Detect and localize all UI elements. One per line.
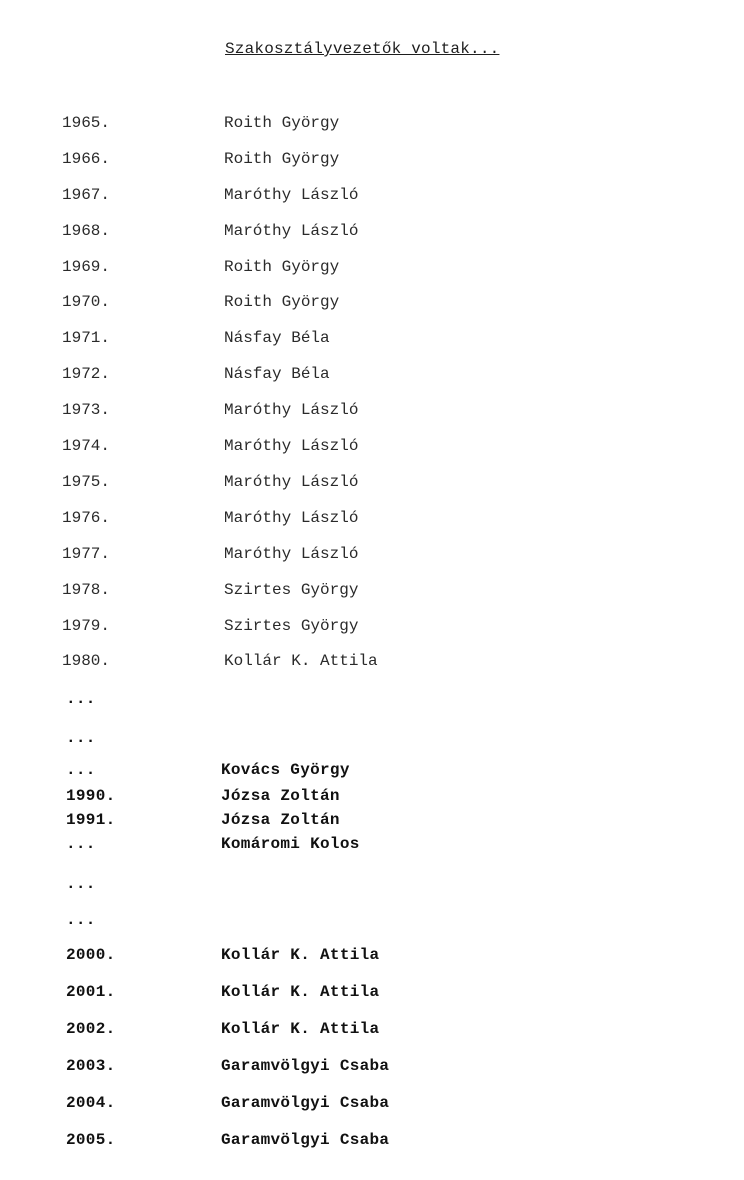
year-label: 2002. bbox=[66, 1020, 116, 1038]
year-label: 1965. bbox=[62, 114, 111, 132]
list-item bbox=[0, 761, 744, 783]
list-item bbox=[0, 222, 744, 244]
year-label: 1971. bbox=[62, 329, 111, 347]
year-label: 2000. bbox=[66, 946, 116, 964]
list-item bbox=[0, 983, 744, 1005]
leader-name: Maróthy László bbox=[224, 545, 359, 563]
leader-name: Garamvölgyi Csaba bbox=[221, 1057, 390, 1075]
leader-name: Józsa Zoltán bbox=[221, 787, 340, 805]
year-label: 1967. bbox=[62, 186, 111, 204]
list-item bbox=[0, 473, 744, 495]
list-item bbox=[0, 811, 744, 833]
year-label: ... bbox=[66, 690, 96, 708]
year-label: ... bbox=[66, 835, 96, 853]
leader-name: Roith György bbox=[224, 258, 340, 276]
leader-name: Maróthy László bbox=[224, 222, 359, 240]
year-label: 1975. bbox=[62, 473, 111, 491]
leader-name: Kollár K. Attila bbox=[221, 946, 380, 964]
year-label: ... bbox=[66, 911, 96, 929]
list-item bbox=[0, 690, 744, 712]
year-label: 1968. bbox=[62, 222, 111, 240]
leader-name: Garamvölgyi Csaba bbox=[221, 1094, 390, 1112]
year-label: ... bbox=[66, 875, 96, 893]
list-item bbox=[0, 1057, 744, 1079]
year-label: 1974. bbox=[62, 437, 111, 455]
year-label: 2001. bbox=[66, 983, 116, 1001]
year-label: 2003. bbox=[66, 1057, 116, 1075]
list-item bbox=[0, 581, 744, 603]
list-item bbox=[0, 1094, 744, 1116]
year-label: 1990. bbox=[66, 787, 116, 805]
list-item bbox=[0, 365, 744, 387]
year-label: 2004. bbox=[66, 1094, 116, 1112]
leader-name: Kollár K. Attila bbox=[224, 652, 378, 670]
leader-name: Kollár K. Attila bbox=[221, 983, 380, 1001]
leader-name: Szirtes György bbox=[224, 617, 359, 635]
leader-name: Roith György bbox=[224, 114, 340, 132]
list-item bbox=[0, 329, 744, 351]
leader-name: Roith György bbox=[224, 150, 340, 168]
year-label: ... bbox=[66, 729, 96, 747]
leader-name: Násfay Béla bbox=[224, 329, 330, 347]
leader-name: Násfay Béla bbox=[224, 365, 330, 383]
leader-name: Roith György bbox=[224, 293, 340, 311]
leader-name: Kovács György bbox=[221, 761, 350, 779]
list-item bbox=[0, 545, 744, 567]
list-item bbox=[0, 1131, 744, 1153]
leader-name: Maróthy László bbox=[224, 401, 359, 419]
year-label: 1970. bbox=[62, 293, 111, 311]
year-label: 1991. bbox=[66, 811, 116, 829]
year-label: 1977. bbox=[62, 545, 111, 563]
list-item bbox=[0, 835, 744, 857]
list-item bbox=[0, 617, 744, 639]
leader-name: Szirtes György bbox=[224, 581, 359, 599]
list-item bbox=[0, 401, 744, 423]
list-item bbox=[0, 509, 744, 531]
leader-name: Kollár K. Attila bbox=[221, 1020, 380, 1038]
year-label: 1980. bbox=[62, 652, 111, 670]
list-item bbox=[0, 114, 744, 136]
list-item bbox=[0, 258, 744, 280]
list-item bbox=[0, 293, 744, 315]
list-item bbox=[0, 729, 744, 751]
list-item bbox=[0, 437, 744, 459]
leader-name: Maróthy László bbox=[224, 437, 359, 455]
list-item bbox=[0, 1020, 744, 1042]
year-label: 1966. bbox=[62, 150, 111, 168]
page-title: Szakosztályvezetők voltak... bbox=[225, 40, 500, 58]
list-item bbox=[0, 946, 744, 968]
year-label: 2005. bbox=[66, 1131, 116, 1149]
list-item bbox=[0, 787, 744, 809]
list-item bbox=[0, 150, 744, 172]
year-label: ... bbox=[66, 761, 96, 779]
list-item bbox=[0, 911, 744, 933]
year-label: 1978. bbox=[62, 581, 111, 599]
year-label: 1972. bbox=[62, 365, 111, 383]
leader-name: Garamvölgyi Csaba bbox=[221, 1131, 390, 1149]
year-label: 1976. bbox=[62, 509, 111, 527]
leader-name: Maróthy László bbox=[224, 186, 359, 204]
leader-name: Maróthy László bbox=[224, 473, 359, 491]
leader-name: Maróthy László bbox=[224, 509, 359, 527]
year-label: 1979. bbox=[62, 617, 111, 635]
list-item bbox=[0, 875, 744, 897]
list-item bbox=[0, 186, 744, 208]
leader-name: Józsa Zoltán bbox=[221, 811, 340, 829]
year-label: 1973. bbox=[62, 401, 111, 419]
year-label: 1969. bbox=[62, 258, 111, 276]
list-item bbox=[0, 652, 744, 674]
leader-name: Komáromi Kolos bbox=[221, 835, 360, 853]
